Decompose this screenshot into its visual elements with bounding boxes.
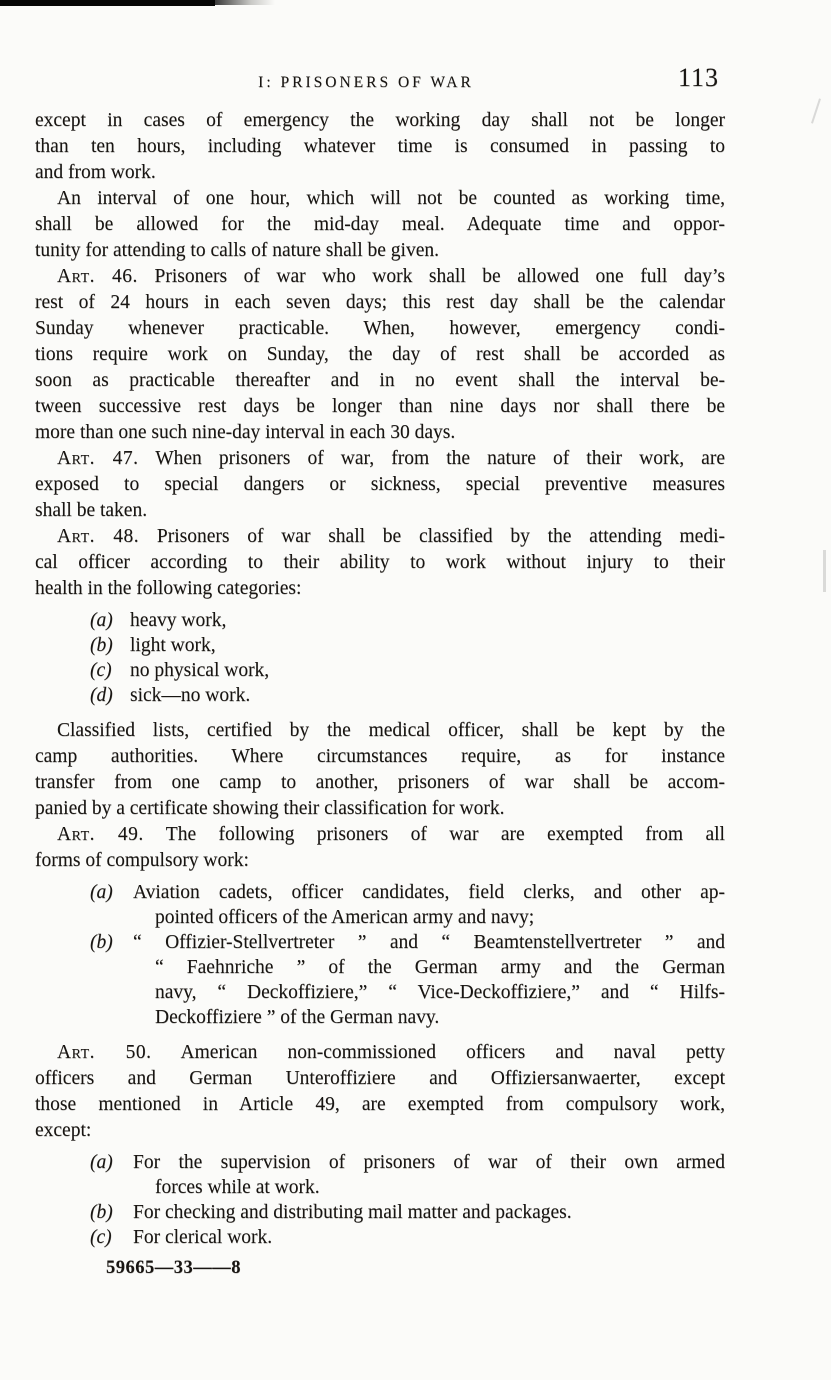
scan-speck: [823, 550, 826, 592]
list-item-marker: (c): [90, 1227, 112, 1248]
list-item-marker: (a): [90, 1152, 113, 1173]
text-line: tions require work on Sunday, the day of rest shall be accorded as: [35, 344, 725, 365]
paragraph: [35, 108, 725, 186]
text-line: soon as practicable thereafter and in no event shall the interval be-: [35, 370, 725, 391]
text-line: exposed to special dangers or sickness, special preventive measures: [35, 474, 725, 495]
article-label: Art. 46.: [57, 266, 138, 287]
text-line: Art. 46. Prisoners of war who work shall be allowed one full day’s: [57, 266, 725, 287]
text-line: forms of compulsory work:: [35, 850, 249, 871]
text-line: no physical work,: [130, 660, 270, 681]
text-line: tween successive rest days be longer than nine days nor shall there be: [35, 396, 725, 417]
list-item-marker: (b): [90, 932, 113, 953]
list-item: [35, 1150, 725, 1200]
text-line: pointed officers of the American army and navy;: [155, 907, 535, 928]
text-line: those mentioned in Article 49, are exempted from compulsory work,: [35, 1094, 725, 1115]
paragraph: [35, 1040, 725, 1144]
page-number: 113: [677, 63, 719, 92]
paragraph: [35, 718, 725, 822]
scan-speck: [811, 98, 821, 123]
text-line: cal officer according to their ability to work without injury to their: [35, 552, 725, 573]
text-line: heavy work,: [130, 610, 227, 631]
article-label: Art. 47.: [57, 448, 139, 469]
text-line: transfer from one camp to another, prisoners of war shall be accom-: [35, 772, 725, 793]
text-line: navy, “ Deckoffiziere,” “ Vice-Deckoffiziere,” and “ Hilfs-: [155, 982, 725, 1003]
text-line: shall be taken.: [35, 500, 148, 521]
article-label: Art. 48.: [57, 526, 140, 547]
text-line: except:: [35, 1120, 92, 1141]
text-line: except in cases of emergency the working day shall not be longer: [35, 110, 725, 131]
list-item-marker: (b): [90, 1202, 113, 1223]
list-block: [35, 608, 725, 708]
paragraph: [35, 446, 725, 524]
text-line: Aviation cadets, officer candidates, field clerks, and other ap-: [133, 882, 725, 903]
text-line: “ Offizier-Stellvertreter ” and “ Beamtenstellvertreter ” and: [133, 932, 725, 953]
text-line: For clerical work.: [133, 1227, 273, 1248]
list-item-marker: (a): [90, 882, 113, 903]
list-item: [35, 683, 725, 708]
list-item: [35, 658, 725, 683]
text-line: rest of 24 hours in each seven days; this rest day shall be the calendar: [35, 292, 725, 313]
text-line: An interval of one hour, which will not be counted as working time,: [57, 188, 725, 209]
running-head: I: PRISONERS OF WAR: [258, 74, 474, 91]
text-line: Art. 50. American non-commissioned officers and naval petty: [57, 1042, 725, 1063]
text-line: Art. 47. When prisoners of war, from the nature of their work, are: [57, 448, 725, 469]
list-item: [35, 608, 725, 633]
list-item: [35, 1200, 725, 1225]
paragraph: [35, 822, 725, 874]
text-line: health in the following categories:: [35, 578, 302, 599]
article-label: Art. 49.: [57, 824, 144, 845]
text-line: panied by a certificate showing their classification for work.: [35, 798, 505, 819]
text-line: camp authorities. Where circumstances require, as for instance: [35, 746, 725, 767]
paragraph: [35, 524, 725, 602]
scan-edge-artifact: [0, 0, 215, 6]
scan-edge-artifact-fade: [215, 0, 275, 5]
list-block: [35, 880, 725, 1030]
list-block: [35, 1150, 725, 1250]
paragraph: [35, 264, 725, 446]
list-item: [35, 880, 725, 930]
document-body: [35, 108, 725, 1260]
paragraph: [35, 186, 725, 264]
text-line: officers and German Unteroffiziere and Offiziersanwaerter, except: [35, 1068, 725, 1089]
text-line: sick—no work.: [130, 685, 251, 706]
printers-mark: 59665—33——8: [106, 1258, 241, 1278]
text-line: Deckoffiziere ” of the German navy.: [155, 1007, 440, 1028]
list-item: [35, 633, 725, 658]
list-item-marker: (b): [90, 635, 113, 656]
text-line: and from work.: [35, 162, 156, 183]
text-line: shall be allowed for the mid-day meal. Adequate time and oppor-: [35, 214, 725, 235]
text-line: light work,: [130, 635, 216, 656]
text-line: forces while at work.: [155, 1177, 320, 1198]
text-line: Classified lists, certified by the medical officer, shall be kept by the: [57, 720, 725, 741]
list-item: [35, 1225, 725, 1250]
text-line: For the supervision of prisoners of war of their own armed: [133, 1152, 725, 1173]
page-header: [35, 63, 725, 100]
article-label: Art. 50.: [57, 1042, 152, 1063]
text-line: “ Faehnriche ” of the German army and the German: [155, 957, 725, 978]
text-line: Art. 48. Prisoners of war shall be classified by the attending medi-: [57, 526, 725, 547]
text-line: Sunday whenever practicable. When, however, emergency condi-: [35, 318, 725, 339]
text-line: than ten hours, including whatever time is consumed in passing to: [35, 136, 725, 157]
text-line: Art. 49. The following prisoners of war are exempted from all: [57, 824, 725, 845]
list-item-marker: (a): [90, 610, 113, 631]
text-line: For checking and distributing mail matter and packages.: [133, 1202, 572, 1223]
list-item-marker: (c): [90, 660, 112, 681]
list-item: [35, 930, 725, 1030]
text-line: more than one such nine-day interval in each 30 days.: [35, 422, 456, 443]
text-line: tunity for attending to calls of nature shall be given.: [35, 240, 439, 261]
list-item-marker: (d): [90, 685, 113, 706]
